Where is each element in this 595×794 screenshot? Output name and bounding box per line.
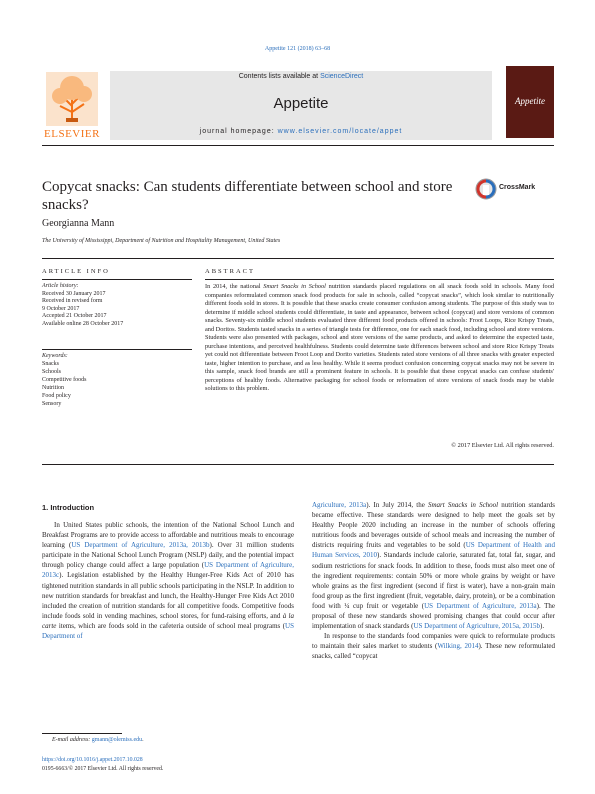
crossmark-icon[interactable] bbox=[475, 178, 497, 200]
email-label: E-mail address: bbox=[52, 737, 91, 743]
homepage-prefix: journal homepage: bbox=[199, 128, 278, 135]
reference-link[interactable]: US Department of Agriculture, 2013a, 2013b bbox=[71, 541, 210, 550]
article-history-label: Article history: bbox=[42, 283, 79, 289]
journal-cover-title: Appetite bbox=[515, 96, 545, 106]
reference-link[interactable]: Agriculture, 2013a bbox=[312, 501, 367, 509]
intro-paragraph-2 bbox=[312, 631, 555, 661]
text-run: ). Standards include calorie, saturated fat, total fat, sugar, and sodium restrictions for snack foods. In addition to these, foods must also meet one of the ingredient requirements: contain 50% or more whole grains by weight or have whole grains as the first ingredient (second if first is water), have a non-grain main food group as the first ingredient (fruit, vegetable, dairy, protein), or be a combination food with ¼ cup fruit or vegetable ( bbox=[312, 551, 556, 610]
reference-link[interactable]: US Department of Agriculture, 2013a bbox=[424, 601, 537, 610]
italic-run: Smart Snacks in School bbox=[427, 501, 499, 509]
keyword: Competitive foods bbox=[42, 377, 87, 383]
text-run: In response to the standards food companies were quick to reformulate products to maintain their sales market to students ( bbox=[312, 632, 555, 651]
journal-title: Appetite bbox=[273, 95, 329, 112]
text-run: ). Legislation established by the Healthy Hunger-Free Kids Act of 2010 has tightened nutrition standards in all public schools participating in the NSLP. In addition to new nutrition standards for breakfast and lunch, the Healthy-Hunger Free Kids Act 2010 included the creation of nutrition standards for all competitive foods. Competitive foods include foods sold in vending machines, school stores, for fund-raising efforts, and bbox=[42, 571, 294, 620]
abstract-italic: Smart Snacks in School bbox=[263, 283, 326, 290]
keyword: Snacks bbox=[42, 361, 59, 367]
text-run: nutrition standards became effective. These standards were designed to help meet the goals set by Healthy People 2020 including an increase in the number of schools offering nutritious foods and beverages outside of school meals and increasing the number of districts requiring fruits and vegetables to be sold ( bbox=[312, 501, 555, 550]
reference-link[interactable]: Wilking, 2014 bbox=[437, 642, 479, 651]
abstract-heading: ABSTRACT bbox=[205, 268, 255, 275]
email-end: . bbox=[142, 737, 144, 743]
keyword: Schools bbox=[42, 369, 62, 375]
text-run: ). bbox=[540, 622, 545, 631]
keywords-list bbox=[42, 352, 192, 408]
abstract-text-start: In 2014, the national bbox=[205, 283, 264, 290]
abstract-bottom-divider bbox=[42, 464, 554, 465]
author-email-link[interactable]: gmann@olemiss.edu bbox=[91, 737, 143, 743]
text-run: items, which are foods sold in the cafeteria outside of school meal programs ( bbox=[56, 621, 286, 630]
intro-paragraph-1-continued bbox=[312, 500, 555, 631]
keyword: Sensory bbox=[42, 401, 62, 407]
italic-run: à la carte bbox=[42, 611, 294, 630]
text-run: ). In July 2014, the bbox=[366, 501, 428, 509]
body-left-column bbox=[42, 520, 294, 641]
section-divider bbox=[42, 258, 554, 259]
article-history bbox=[42, 283, 192, 328]
keywords-divider bbox=[42, 349, 192, 350]
reference-link[interactable]: US Department of bbox=[42, 621, 294, 641]
footnote-divider bbox=[42, 733, 122, 734]
text-run: ). These new reformulated snacks, called “copycat bbox=[312, 642, 555, 661]
history-entry: Available online 28 October 2017 bbox=[42, 320, 124, 327]
keyword: Food policy bbox=[42, 393, 71, 399]
keywords-label: Keywords: bbox=[42, 353, 68, 359]
author-name: Georgianna Mann bbox=[42, 218, 115, 229]
contents-prefix: Contents lists available at bbox=[238, 73, 321, 80]
author-affiliation: The University of Mississippi, Department of Nutrition and Hospitality Management, United States bbox=[42, 238, 281, 244]
history-entry: Received 30 January 2017 bbox=[42, 290, 106, 297]
history-entry: Accepted 21 October 2017 bbox=[42, 313, 107, 319]
sciencedirect-link[interactable]: ScienceDirect bbox=[320, 73, 364, 80]
contents-line bbox=[110, 73, 492, 80]
reference-link[interactable]: US Department of Agriculture, 2013c bbox=[42, 561, 294, 580]
crossmark-label[interactable]: CrossMark bbox=[499, 184, 536, 191]
intro-paragraph-1 bbox=[42, 520, 294, 641]
keyword: Nutrition bbox=[42, 385, 64, 391]
issn-copyright: 0195-6663/© 2017 Elsevier Ltd. All rights reserved. bbox=[42, 766, 164, 772]
abstract-copyright: © 2017 Elsevier Ltd. All rights reserved. bbox=[451, 442, 554, 449]
article-info-heading: ARTICLE INFO bbox=[42, 268, 110, 275]
abstract-text-rest: nutrition standards placed regulations on all snack foods sold in schools. Many food companies reformulated common snack food products for sale in schools, called “copycat snacks”, which look similar to nutritionally different foods sold in stores. It is possible that these snacks create consumer confusion among students. The purpose of this study was to determine if middle school students could differentiate, in taste and appearance, between school (copycat) and store versions of common snacks. Seventy-six middle school students evaluated three different food products offered in schools: Froot Loops, Rice Krispy Treats, and Doritos. Students tasted snacks in a series of triangle tests for difference, one for each snack food, including school and store versions. Students were also presented with packages, school and store versions of the same products, and asked to determine the expected taste, purchase intentions, and perceived healthfulness. Students could determine taste differences between school and store Rice Krispy Treats yet could not differentiate between Froot Loop and Dorito varieties. Students rated store versions of all three snacks with greater expected taste, higher intention to purchase, and as less healthy. While it seems product confusion concerning copycat snacks may not be severe in this sample, snack food brands are still a prominent feature in schools. It is possible that these copycat snacks can confuse students' perceptions of healthy foods. Alternative packaging for school foods or reformation of store versions of snack foods may be viable solutions to this problem. bbox=[205, 283, 554, 392]
history-entry: Received in revised form bbox=[42, 298, 103, 304]
body-right-column bbox=[312, 500, 555, 662]
abstract-text bbox=[205, 283, 554, 394]
history-entry: 9 October 2017 bbox=[42, 305, 80, 312]
abstract-divider bbox=[205, 279, 554, 280]
header-divider bbox=[42, 145, 554, 146]
reference-link[interactable]: US Department of Agriculture, 2015a, 2015b bbox=[413, 622, 541, 631]
reference-link[interactable]: US Department of Health and Human Services, 2010 bbox=[312, 541, 555, 560]
text-run: In United States public schools, the intention of the National School Lunch and Breakfast Programs are to provide access to affordable and nutritious meals to encourage learning ( bbox=[42, 521, 294, 550]
doi-link[interactable]: https://doi.org/10.1016/j.appet.2017.10.028 bbox=[42, 757, 143, 763]
journal-homepage-line bbox=[110, 128, 492, 135]
publisher-name: ELSEVIER bbox=[44, 128, 100, 140]
text-run: ). Over 31 million students participate in the National School Lunch Program (NSLP) daily, and the potential impact through policy change could affect a large population ( bbox=[42, 541, 295, 570]
journal-citation[interactable]: Appetite 121 (2018) 63–68 bbox=[264, 46, 331, 52]
journal-homepage-link[interactable]: www.elsevier.com/locate/appet bbox=[277, 128, 403, 135]
article-info-divider bbox=[42, 279, 192, 280]
text-run: ). The proposal of these new standards showed promising changes that could occur after implementation of snack standards ( bbox=[312, 601, 555, 631]
author-email-footnote bbox=[52, 737, 144, 743]
introduction-heading: 1. Introduction bbox=[42, 503, 95, 512]
article-title: Copycat snacks: Can students differentiate between school and store snacks? bbox=[42, 179, 453, 213]
